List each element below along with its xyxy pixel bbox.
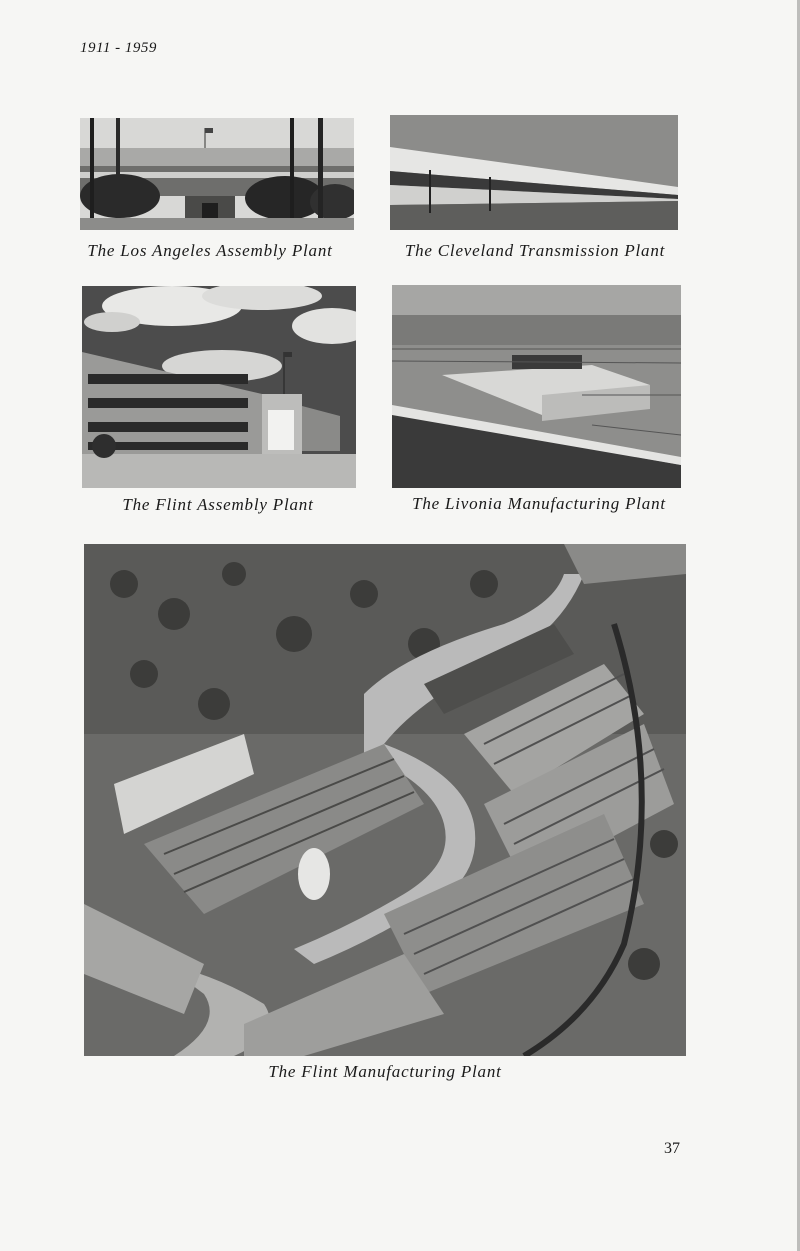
los-angeles-assembly-plant-caption: The Los Angeles Assembly Plant (87, 241, 333, 260)
page-number: 37 (664, 1140, 680, 1157)
flint-manufacturing-plant-photo (84, 544, 686, 1056)
livonia-manufacturing-plant-caption: The Livonia Manufacturing Plant (412, 494, 666, 513)
los-angeles-assembly-plant-photo (80, 118, 354, 230)
flint-assembly-plant-photo (82, 286, 356, 488)
livonia-manufacturing-plant-photo (392, 285, 681, 488)
cleveland-transmission-plant-caption: The Cleveland Transmission Plant (404, 241, 666, 260)
cleveland-transmission-plant-photo (390, 115, 678, 230)
flint-assembly-plant-caption: The Flint Assembly Plant (122, 495, 314, 514)
flint-manufacturing-plant-caption: The Flint Manufacturing Plant (268, 1062, 502, 1081)
running-head: 1911 - 1959 (80, 40, 157, 56)
